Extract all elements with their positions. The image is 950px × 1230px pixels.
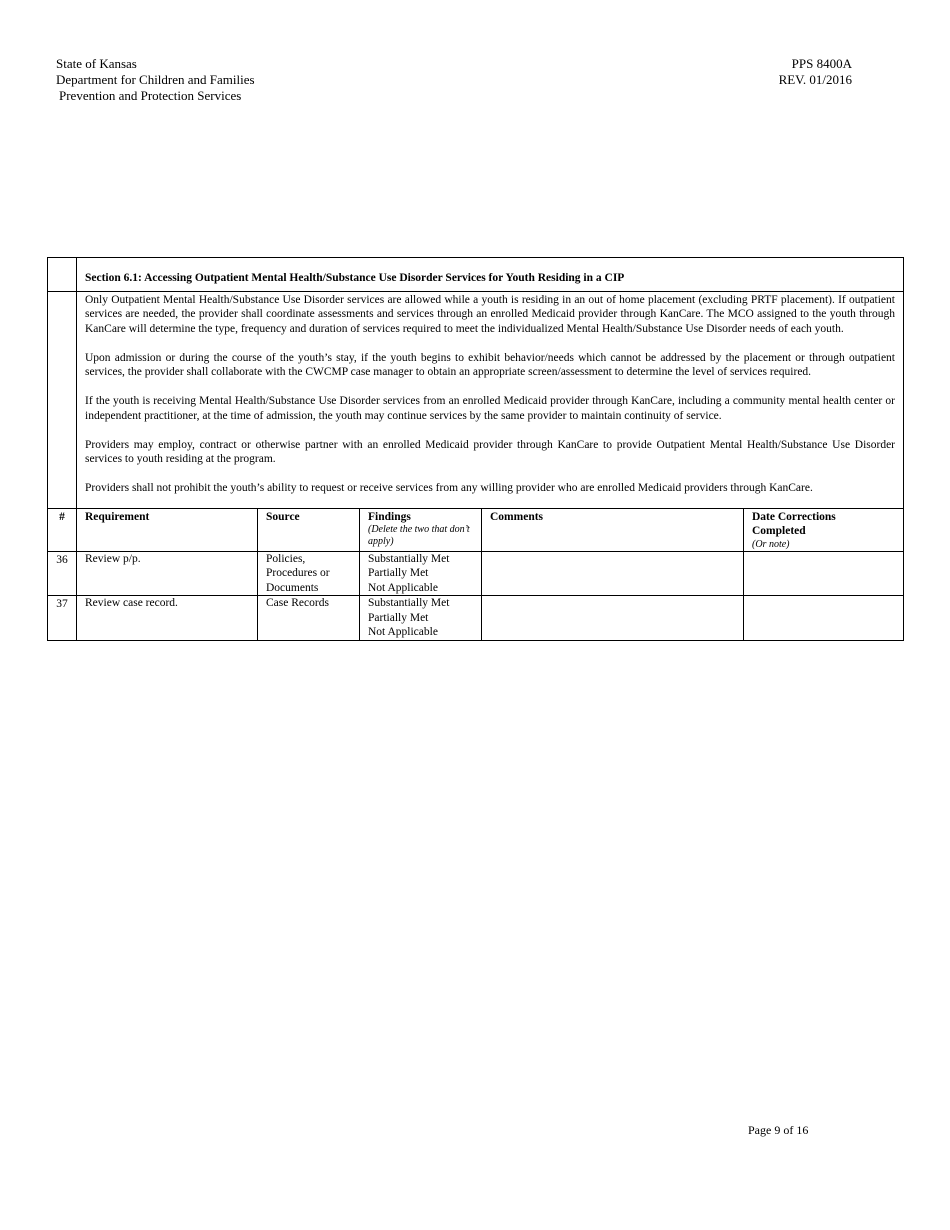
- section-body: [77, 291, 904, 508]
- section-label: Section 6.1: [85, 272, 139, 284]
- page-number: Page 9 of 16: [748, 1123, 809, 1137]
- requirement-cell: Review p/p.: [77, 551, 258, 596]
- paragraph: Only Outpatient Mental Health/Substance Use Disorder services are allowed while a youth is residing in an out of home placement (excluding PRTF placement). If outpatient services are needed, the provider shall coordinate assessments and services through an enrolled Medicaid provider through KanCare. The MCO assigned to the youth through KanCare will determine the type, frequency and duration of services required to meet the individualized Mental Health/Substance Use Disorder needs of each youth.: [85, 293, 895, 335]
- header-left: [56, 56, 255, 104]
- col-source: Source: [258, 508, 360, 551]
- state-name: State of Kansas: [56, 56, 137, 71]
- section-title: : Accessing Outpatient Mental Health/Substance Use Disorder Services for Youth Residing in a CIP: [138, 272, 625, 284]
- col-number: #: [48, 508, 77, 551]
- blank-cell: [48, 258, 77, 292]
- comments-cell[interactable]: [482, 596, 744, 641]
- row-number: 36: [48, 551, 77, 596]
- paragraph: Upon admission or during the course of the youth’s stay, if the youth begins to exhibit behavior/needs which cannot be addressed by the placement or through outpatient services, the provider shall collaborate with the CWCMP case manager to obtain an appropriate screen/assessment to determine the level of services required.: [85, 351, 895, 378]
- table-row: [48, 551, 904, 596]
- col-findings: Findings (Delete the two that don’t apply): [360, 508, 482, 551]
- blank-cell: [48, 291, 77, 508]
- findings-cell[interactable]: Substantially Met Partially Met Not Applicable: [360, 551, 482, 596]
- date-cell[interactable]: [744, 596, 904, 641]
- table-row: [48, 596, 904, 641]
- date-note: (Or note): [752, 538, 790, 550]
- date-cell[interactable]: [744, 551, 904, 596]
- paragraph: Providers may employ, contract or otherwise partner with an enrolled Medicaid provider through KanCare to provide Outpatient Mental Health/Substance Use Disorder services to youth residing at the program.: [85, 438, 895, 465]
- form-number: PPS 8400A: [791, 56, 852, 71]
- col-date-corrections: Date Corrections Completed (Or note): [744, 508, 904, 551]
- row-number: 37: [48, 596, 77, 641]
- source-cell: Case Records: [258, 596, 360, 641]
- comments-cell[interactable]: [482, 551, 744, 596]
- section-heading: [77, 258, 904, 292]
- col-requirement: Requirement: [77, 508, 258, 551]
- department-name: Department for Children and Families: [56, 72, 255, 87]
- findings-cell[interactable]: Substantially Met Partially Met Not Applicable: [360, 596, 482, 641]
- findings-note: (Delete the two that don’t apply): [368, 524, 470, 547]
- col-comments: Comments: [482, 508, 744, 551]
- revision-date: REV. 01/2016: [778, 72, 852, 87]
- header-right: [760, 56, 852, 88]
- table-header-row: [48, 508, 904, 551]
- paragraph: If the youth is receiving Mental Health/Substance Use Disorder services from an enrolled Medicaid provider through KanCare, including a community mental health center or independent practitioner, at the time of admission, the youth may continue services by the same provider to maintain continuity of service.: [85, 395, 895, 422]
- paragraph: Providers shall not prohibit the youth’s ability to request or receive services from any willing provider who are enrolled Medicaid providers through KanCare.: [85, 482, 813, 494]
- division-name: Prevention and Protection Services: [59, 88, 242, 103]
- requirement-cell: Review case record.: [77, 596, 258, 641]
- section-table: [47, 257, 904, 641]
- source-cell: Policies, Procedures or Documents: [258, 551, 360, 596]
